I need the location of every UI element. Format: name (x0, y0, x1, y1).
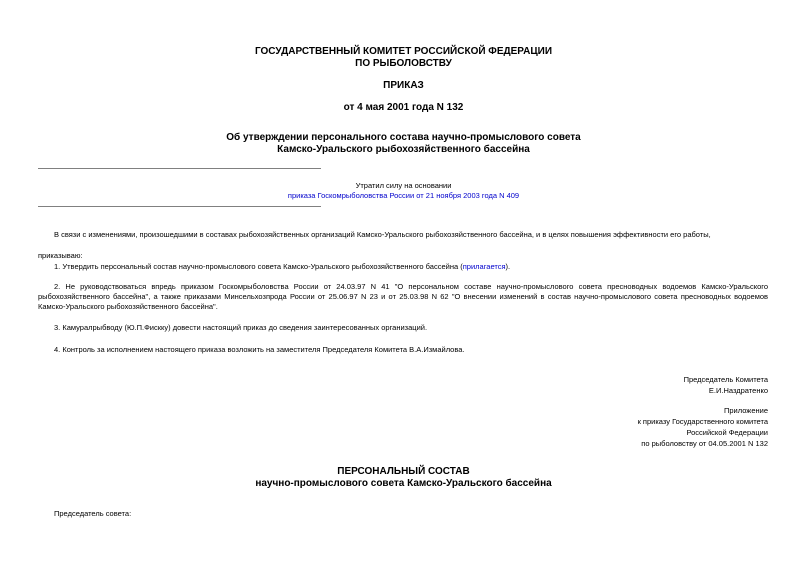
divider-bottom (38, 206, 321, 207)
doc-title-line1: Об утверждении персонального состава научно-промыслового совета (226, 132, 581, 143)
org-name-line2: ПО РЫБОЛОВСТВУ (355, 58, 452, 69)
item-1 (38, 262, 768, 272)
order-word: приказываю: (38, 251, 83, 260)
doc-title-line2: Камско-Уральского рыбохозяйственного бассейна (277, 144, 530, 155)
doc-date: от 4 мая 2001 года N 132 (343, 102, 464, 113)
org-name-line1: ГОСУДАРСТВЕННЫЙ КОМИТЕТ РОССИЙСКОЙ ФЕДЕРАЦИИ (254, 46, 553, 57)
item-1-end: ). (505, 262, 511, 271)
divider-top (38, 168, 321, 169)
appendix-label: Приложение (724, 406, 768, 415)
item-3: 3. Камуралрыбводу (Ю.П.Фискку) довести настоящий приказ до сведения заинтересованных организаций. (54, 323, 428, 332)
appendix-ref-line1: к приказу Государственного комитета (637, 417, 768, 426)
section-title-line1: ПЕРСОНАЛЬНЫЙ СОСТАВ (337, 466, 470, 477)
appendix-link[interactable]: прилагается (462, 262, 506, 271)
section-title-line2: научно-промыслового совета Камско-Уральского бассейна (255, 478, 552, 489)
appendix-ref-line3: по рыболовству от 04.05.2001 N 132 (641, 439, 768, 448)
appendix-ref-line2: Российской Федерации (686, 428, 768, 437)
lost-force-link-line (0, 191, 807, 201)
item-4: 4. Контроль за исполнением настоящего приказа возложить на заместителя Председателя Комитета В.А.Измайлова. (54, 345, 465, 354)
signature-name: Е.И.Наздратенко (708, 386, 768, 395)
lost-force-note: Утратил силу на основании (355, 181, 452, 190)
intro-paragraph: В связи с изменениями, произошедшими в составах рыбохозяйственных организаций Камско-Уральского рыбохозяйственного бассейна, и в целях повышения эффективности его работы, (54, 230, 711, 239)
doc-type: ПРИКАЗ (383, 80, 424, 91)
item-1-text: 1. Утвердить персональный состав научно-промыслового совета Камско-Уральского рыбохозяйственного бассейна ( (54, 262, 463, 271)
chairman-label: Председатель совета: (54, 509, 132, 518)
lost-force-link[interactable]: приказа Госкомрыболовства России от 21 ноября 2003 года N 409 (287, 191, 520, 200)
item-2: 2. Не руководствоваться впредь приказом Госкомрыболовства России от 24.03.97 N 41 "О персональном составе научно-промыслового совета пресноводных водоемов Камско-Уральского рыбохозяйственного бассейна", а также приказами Минсельхозпрода России от 25.06.97 N 23 и от 25.03.98 N 62 "О внесении изменений в состав научно-промыслового совета пресноводных водоемов Камско-Уральского рыбохозяйственного бассейна". (38, 282, 768, 311)
signature-position: Председатель Комитета (683, 375, 768, 384)
